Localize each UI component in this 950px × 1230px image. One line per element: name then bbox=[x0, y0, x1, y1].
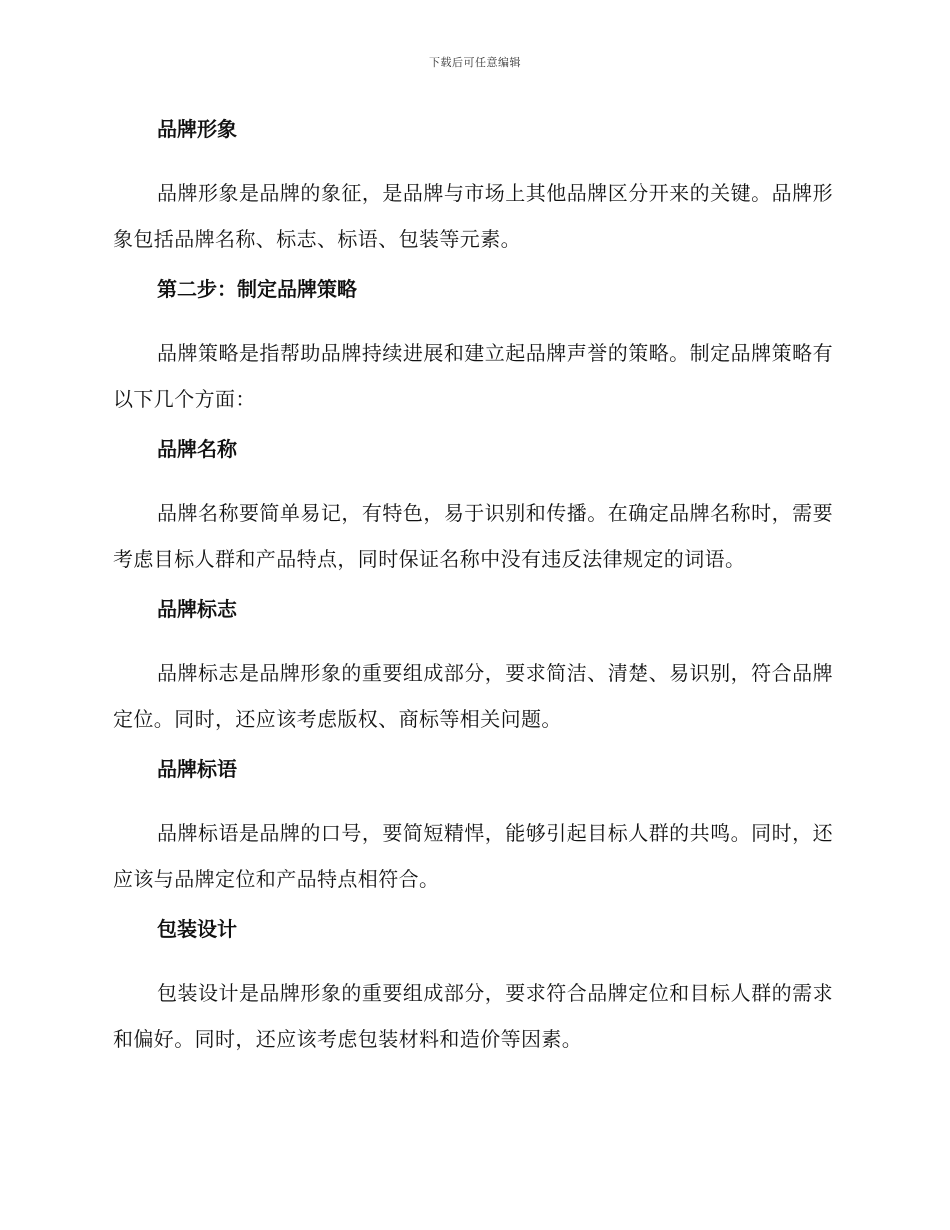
section-paragraph-packaging-design: 包装设计是品牌形象的重要组成部分，要求符合品牌定位和目标人群的需求和偏好。同时，还应该考虑包装材料和造价等因素。 bbox=[113, 981, 833, 1051]
section-paragraph-brand-image: 品牌形象是品牌的象征，是品牌与市场上其他品牌区分开来的关键。品牌形象包括品牌名称、标志、标语、包装等元素。 bbox=[113, 181, 833, 251]
section-paragraph-brand-name: 品牌名称要简单易记，有特色，易于识别和传播。在确定品牌名称时，需要考虑目标人群和产品特点，同时保证名称中没有违反法律规定的词语。 bbox=[113, 501, 833, 571]
section-heading-brand-name: 品牌名称 bbox=[157, 437, 237, 461]
section-heading-brand-logo: 品牌标志 bbox=[157, 597, 237, 621]
section-heading-brand-image: 品牌形象 bbox=[157, 117, 237, 141]
section-paragraph-step-two-strategy: 品牌策略是指帮助品牌持续进展和建立起品牌声誉的策略。制定品牌策略有以下几个方面： bbox=[113, 341, 833, 411]
section-heading-brand-slogan: 品牌标语 bbox=[157, 757, 237, 781]
section-heading-packaging-design: 包装设计 bbox=[157, 917, 237, 941]
section-paragraph-brand-slogan: 品牌标语是品牌的口号，要简短精悍，能够引起目标人群的共鸣。同时，还应该与品牌定位和产品特点相符合。 bbox=[113, 821, 833, 891]
section-paragraph-brand-logo: 品牌标志是品牌形象的重要组成部分，要求简洁、清楚、易识别，符合品牌定位。同时，还应该考虑版权、商标等相关问题。 bbox=[113, 661, 833, 731]
section-heading-step-two-strategy: 第二步：制定品牌策略 bbox=[157, 277, 357, 301]
document-body bbox=[113, 112, 833, 1072]
page-header-note: 下载后可任意编辑 bbox=[429, 56, 521, 69]
